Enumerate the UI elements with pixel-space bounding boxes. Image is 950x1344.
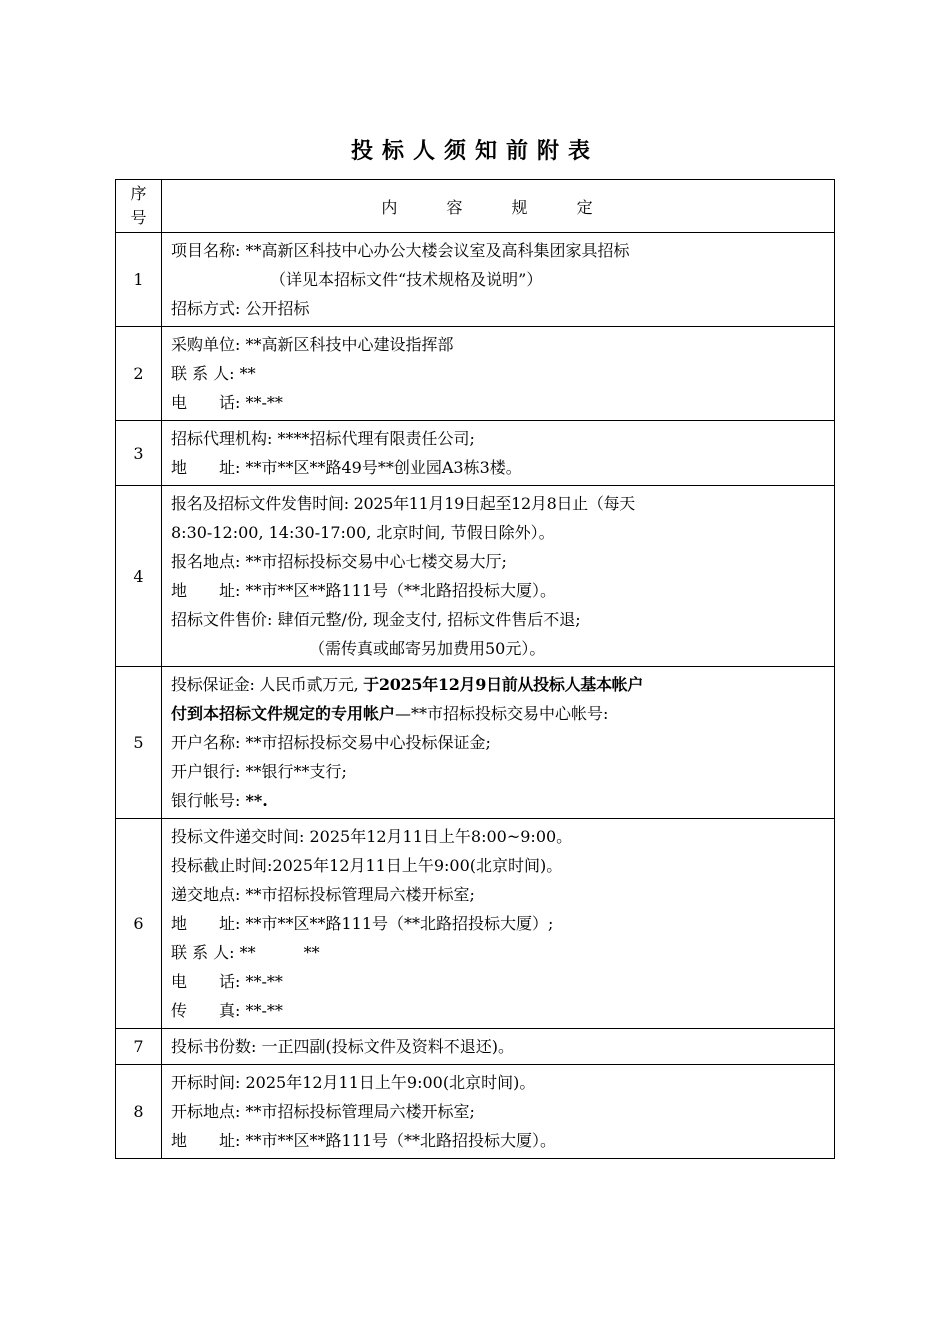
content-line: 地 址: **市**区**路49号**创业园A3栋3楼。: [171, 458, 522, 477]
content-line: 开标时间: 2025年12月11日上午9:00(北京时间)。: [171, 1073, 536, 1092]
content-line: 开标地点: **市招标投标管理局六楼开标室;: [171, 1102, 475, 1121]
content-line: 招标方式: 公开招标: [171, 299, 310, 318]
row-seq: 3: [116, 421, 162, 486]
seq-header-top: 序: [130, 184, 147, 203]
bid-info-table: [115, 179, 835, 1159]
content-line: 招标文件售价: 肆佰元整/份, 现金支付, 招标文件售后不退;: [171, 610, 581, 629]
row-content: [162, 1029, 835, 1065]
row-content: [162, 421, 835, 486]
content-line: 地 址: **市**区**路111号（**北路招投标大厦）;: [171, 914, 554, 933]
content-line: 项目名称: **高新区科技中心办公大楼会议室及高科集团家具招标: [171, 241, 630, 260]
content-line: 联 系 人: ** **: [171, 943, 320, 962]
table-row: [116, 667, 835, 819]
content-line: 电 话: **-**: [171, 972, 283, 991]
seq-header-bottom: 号: [130, 208, 147, 227]
table-header-row: [116, 180, 835, 233]
content-line: 采购单位: **高新区科技中心建设指挥部: [171, 335, 454, 354]
content-line: 开户银行: **银行**支行;: [171, 762, 347, 781]
content-line: 递交地点: **市招标投标管理局六楼开标室;: [171, 885, 475, 904]
content-line: （详见本招标文件“技术规格及说明”）: [270, 270, 543, 289]
table-row: [116, 233, 835, 327]
content-line: [171, 786, 830, 815]
row-seq: 8: [116, 1065, 162, 1159]
row-seq: 4: [116, 486, 162, 667]
row-content: [162, 486, 835, 667]
bank-account-label: 银行帐号:: [171, 791, 246, 810]
deposit-account-bold: 付到本招标文件规定的专用帐户: [171, 704, 396, 723]
content-line: 地 址: **市**区**路111号（**北路招投标大厦）。: [171, 1131, 557, 1150]
content-line: 报名及招标文件发售时间: 2025年11月19日起至12月8日止（每天: [171, 494, 635, 513]
content-line: [171, 699, 830, 728]
table-row: [116, 1065, 835, 1159]
row-seq: 2: [116, 327, 162, 421]
page-title: 投标人须知前附表: [350, 138, 599, 164]
row-content: [162, 667, 835, 819]
content-line: 开户名称: **市招标投标交易中心投标保证金;: [171, 733, 491, 752]
content-line: 投标截止时间:2025年12月11日上午9:00(北京时间)。: [171, 856, 563, 875]
row-content: [162, 327, 835, 421]
content-header: 内 容 规 定: [162, 180, 835, 233]
row-seq: 7: [116, 1029, 162, 1065]
table-row: [116, 819, 835, 1029]
deposit-account-text: —**市招标投标交易中心帐号:: [395, 704, 609, 723]
table-row: [116, 421, 835, 486]
content-line: 地 址: **市**区**路111号（**北路招投标大厦）。: [171, 581, 557, 600]
row-content: [162, 233, 835, 327]
content-line: 投标书份数: 一正四副(投标文件及资料不退还)。: [171, 1037, 514, 1056]
content-line: （需传真或邮寄另加费用50元）。: [309, 639, 546, 658]
bank-account-value: **.: [245, 791, 268, 810]
content-line: 投标文件递交时间: 2025年12月11日上午8:00~9:00。: [171, 827, 573, 846]
table-row: [116, 1029, 835, 1065]
table-row: [116, 327, 835, 421]
row-seq: 1: [116, 233, 162, 327]
content-line: [171, 670, 830, 699]
seq-header: [116, 180, 162, 233]
table-row: [116, 486, 835, 667]
content-line: 传 真: **-**: [171, 1001, 283, 1020]
row-content: [162, 1065, 835, 1159]
content-line: 电 话: **-**: [171, 393, 283, 412]
row-seq: 5: [116, 667, 162, 819]
row-seq: 6: [116, 819, 162, 1029]
content-line: 招标代理机构: ****招标代理有限责任公司;: [171, 429, 475, 448]
row-content: [162, 819, 835, 1029]
content-line: 联 系 人: **: [171, 364, 256, 383]
content-line: 8:30-12:00, 14:30-17:00, 北京时间, 节假日除外）。: [171, 523, 555, 542]
deposit-deadline-bold: 于2025年12月9日前从投标人基本帐户: [363, 675, 644, 694]
content-line: 报名地点: **市招标投标交易中心七楼交易大厅;: [171, 552, 507, 571]
deposit-text: 投标保证金: 人民币贰万元,: [171, 675, 364, 694]
